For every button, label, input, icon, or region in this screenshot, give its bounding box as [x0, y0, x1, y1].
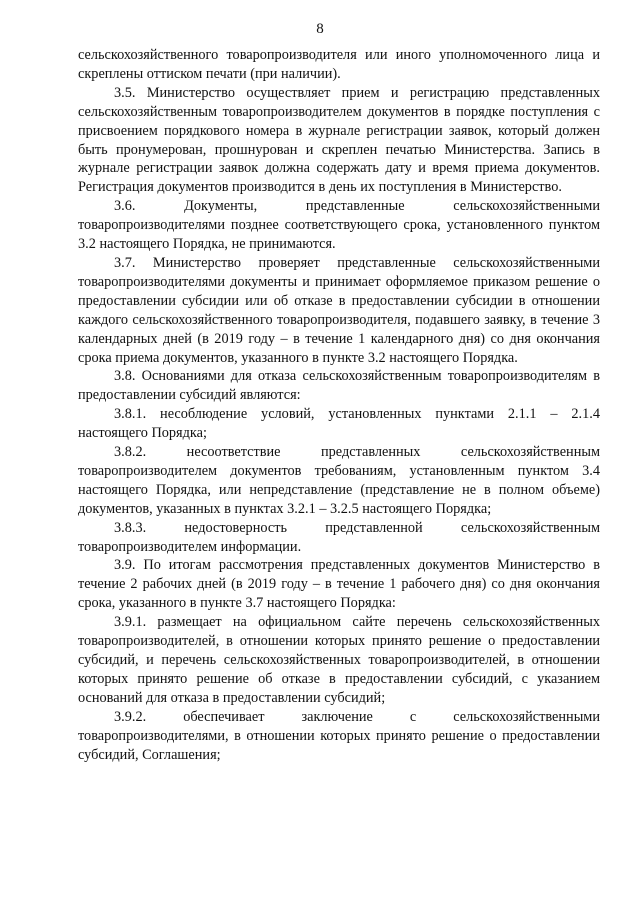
paragraph-3-8-3: 3.8.3. недостоверность представленной сельскохозяйственным товаропроизводителем информации.: [78, 519, 600, 555]
paragraph-3-9: 3.9. По итогам рассмотрения представленных документов Министерство в течение 2 рабочих дней (в 2019 году – в течение 1 рабочего дня) со дня окончания срока, указанного в пункте 3.7 настоящего Порядка:: [78, 557, 600, 612]
document-body: [78, 46, 600, 764]
paragraph-3-8: 3.8. Основаниями для отказа сельскохозяйственным товаропроизводителям в предоставлении субсидий являются:: [78, 368, 600, 404]
paragraph-3-8-2: 3.8.2. несоответствие представленных сельскохозяйственным товаропроизводителем документов требованиям, установленным пунктом 3.4 настоящего Порядка, или непредставление (представление не в полном объеме) документов, указанных в пунктах 3.2.1 – 3.2.5 настоящего Порядка;: [78, 444, 600, 517]
paragraph-3-6: 3.6. Документы, представленные сельскохозяйственными товаропроизводителями позднее соответствующего срока, установленного пунктом 3.2 настоящего Порядка, не принимаются.: [78, 198, 600, 253]
paragraph-3-8-1: 3.8.1. несоблюдение условий, установленных пунктами 2.1.1 – 2.1.4 настоящего Порядка;: [78, 406, 600, 442]
paragraph-3-9-1: 3.9.1. размещает на официальном сайте перечень сельскохозяйственных товаропроизводителей, в отношении которых принято решение о предоставлении субсидий, и перечень сельскохозяйственных товаропроизводителей, в отношении которых принято решение об отказе в предоставлении субсидий, с указанием оснований для отказа в предоставлении субсидий;: [78, 614, 600, 706]
paragraph-3-9-2: 3.9.2. обеспечивает заключение с сельскохозяйственными товаропроизводителями, в отношении которых принято решение о предоставлении субсидий, Соглашения;: [78, 708, 600, 763]
page-number: 8: [316, 21, 324, 37]
paragraph-continuation: сельскохозяйственного товаропроизводителя или иного уполномоченного лица и скреплены оттиском печати (при наличии).: [78, 47, 600, 82]
paragraph-3-7: 3.7. Министерство проверяет представленные сельскохозяйственными товаропроизводителями документы и принимает оформляемое приказом решение о предоставлении субсидии или об отказе в предоставлении субсидии в отношении каждого сельскохозяйственного товаропроизводителя, подавшего заявку, в течение 3 календарных дней (в 2019 году – в течение 1 календарного дня) со дня окончания срока приема документов, указанного в пункте 3.2 настоящего Порядка.: [78, 254, 600, 366]
paragraph-3-5: 3.5. Министерство осуществляет прием и регистрацию представленных сельскохозяйственным товаропроизводителем документов в порядке поступления с присвоением порядкового номера в журнале регистрации заявок, который должен быть пронумерован, прошнурован и скреплен печатью Министерства. Запись в журнале регистрации заявок должна содержать дату и время приема документов. Регистрация документов производится в день их поступления в Министерство.: [78, 84, 600, 196]
